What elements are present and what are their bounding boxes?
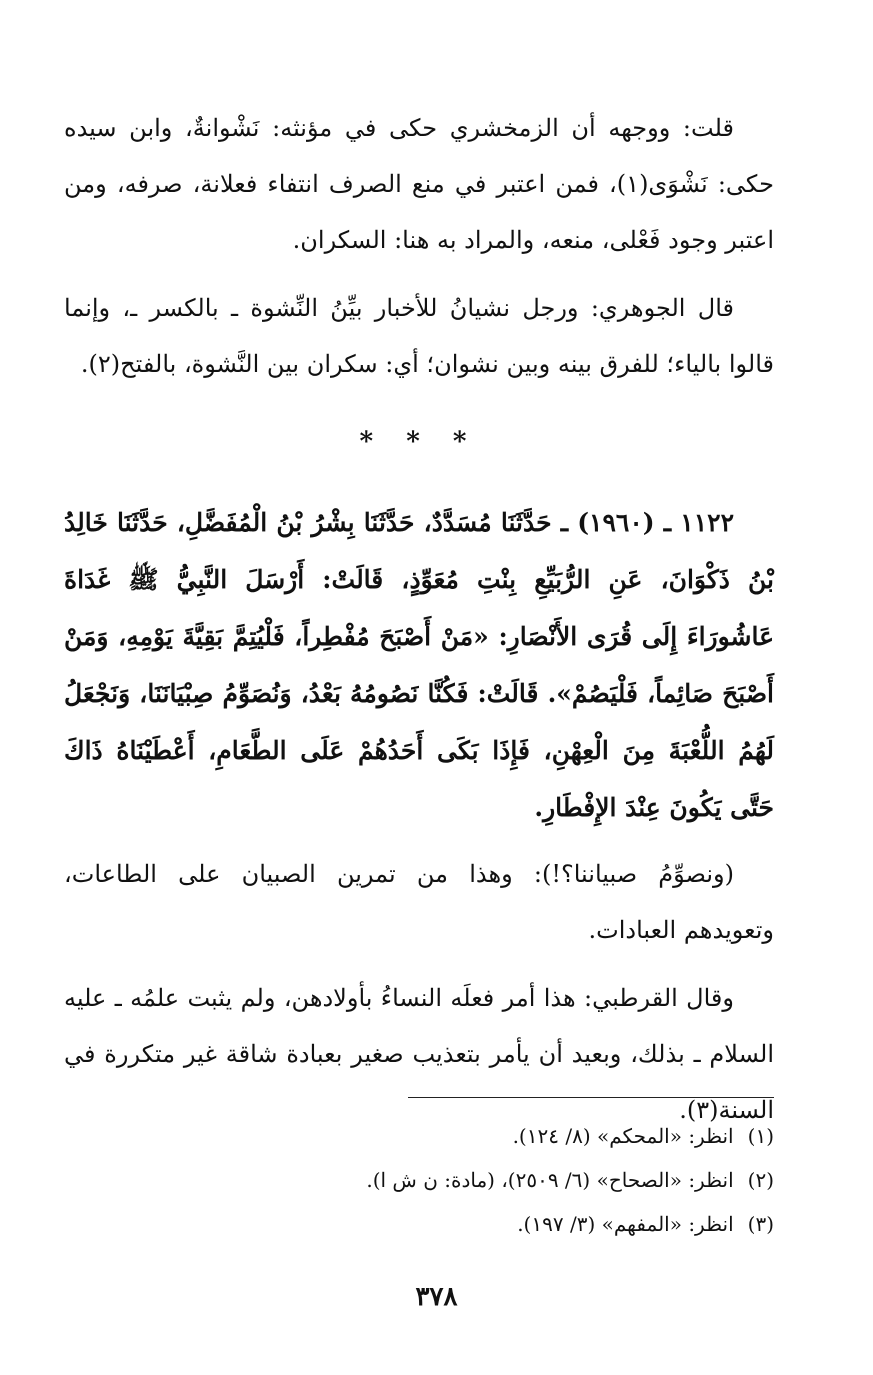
main-text <box>64 100 774 1138</box>
paragraph-jawhari: قال الجوهري: ورجل نشيانُ للأخبار بيِّنُ النِّشوة ـ بالكسر ـ، وإنما قالوا بالياء؛ للفرق بينه وبين نشوان؛ أي: سكران بين النَّشوة، بالفتح(٢). <box>64 294 774 378</box>
paragraph-commentary: (ونصوِّمُ صبياننا؟!): وهذا من تمرين الصبيان على الطاعات، وتعويدهم العبادات. <box>64 860 774 944</box>
footnote-item <box>64 1114 774 1158</box>
footnote-number: (٢) <box>747 1168 774 1192</box>
hadith-text: ١١٢٢ ـ (١٩٦٠) ـ حَدَّثَنَا مُسَدَّدٌ، حَدَّثَنَا بِشْرُ بْنُ الْمُفَضَّلِ، حَدَّثَنَا خَالِدُ بْنُ ذَكْوَانَ، عَنِ الرُّبَيِّعِ بِنْتِ مُعَوِّذٍ، قَالَتْ: أَرْسَلَ النَّبِيُّ ﷺ غَدَاةَ عَاشُورَاءَ إِلَى قُرَى الأَنْصَارِ: «مَنْ أَصْبَحَ مُفْطِراً، فَلْيُتِمَّ بَقِيَّةَ يَوْمِهِ، وَمَنْ أَصْبَحَ صَائِماً، فَلْيَصُمْ». قَالَتْ: فَكُنَّا نَصُومُهُ بَعْدُ، وَنُصَوِّمُ صِبْيَانَنَا، وَنَجْعَلُ لَهُمُ اللُّعْبَةَ مِنَ الْعِهْنِ، فَإِذَا بَكَى أَحَدُهُمْ عَلَى الطَّعَامِ، أَعْطَيْنَاهُ ذَاكَ حَتَّى يَكُونَ عِنْدَ الإِفْطَارِ. <box>64 508 774 822</box>
footnote-divider <box>408 1097 774 1098</box>
footnote-item <box>64 1202 774 1246</box>
section-separator: * * * <box>359 427 479 457</box>
footnote-item <box>64 1158 774 1202</box>
paragraph-qurtubi: وقال القرطبي: هذا أمر فعلَه النساءُ بأولادهن، ولم يثبت علمُه ـ عليه السلام ـ بذلك، وبعيد أن يأمر بتعذيب صغير بعبادة شاقة غير متكررة في السنة(٣). <box>64 984 774 1124</box>
paragraph-zamakhshari: قلت: ووجهه أن الزمخشري حكى في مؤنثه: نَشْوانةٌ، وابن سيده حكى: نَشْوَى(١)، فمن اعتبر في منع الصرف انتفاء فعلانة، صرفه، ومن اعتبر وجود فَعْلى، منعه، والمراد به هنا: السكران. <box>64 114 774 254</box>
footnote-text: انظر: «الصحاح» (٦/ ٢٥٠٩)، (مادة: ن ش ا). <box>366 1168 734 1192</box>
footnote-text: انظر: «المفهم» (٣/ ١٩٧). <box>517 1212 734 1236</box>
footnote-number: (٣) <box>747 1212 774 1236</box>
footnote-number: (١) <box>747 1124 774 1148</box>
footnotes <box>64 1114 774 1246</box>
page-number: ٣٧٨ <box>415 1282 458 1312</box>
footnote-text: انظر: «المحكم» (٨/ ١٢٤). <box>512 1124 734 1148</box>
